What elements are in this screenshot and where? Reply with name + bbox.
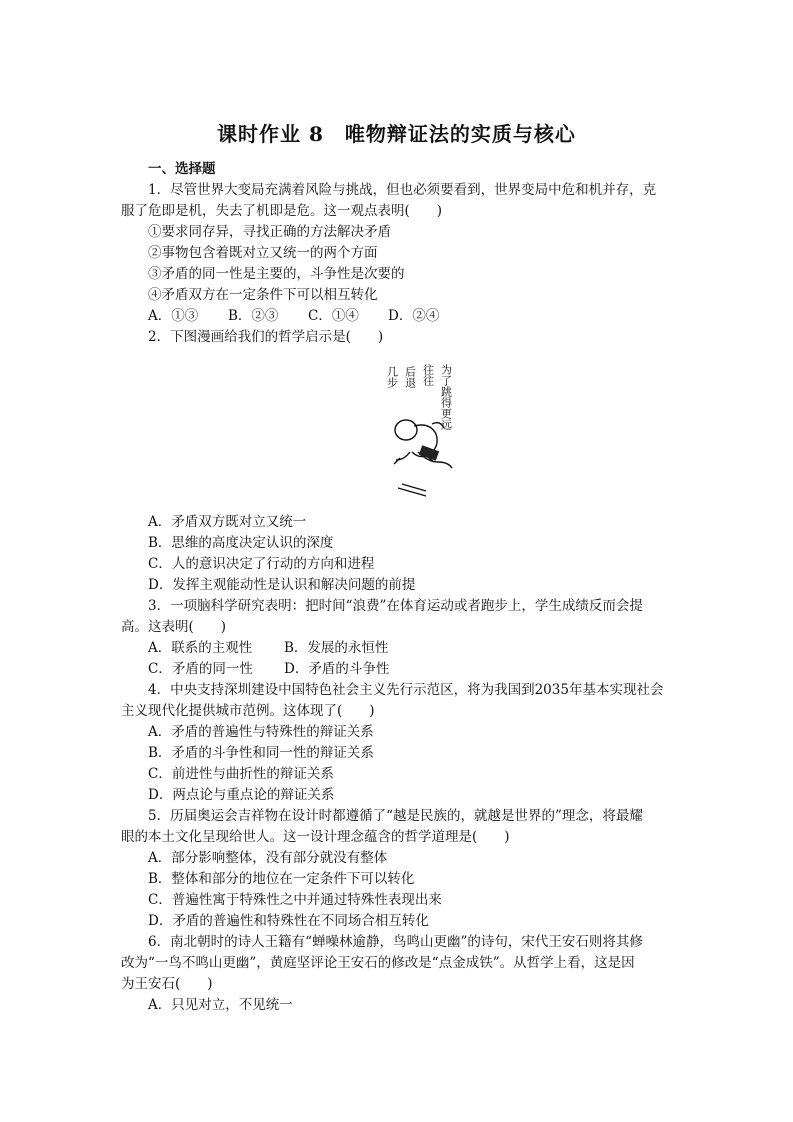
q1-item: ②事物包含着既对立又统一的两个方面 — [148, 245, 378, 261]
cartoon-text-col4: 几步 — [385, 366, 399, 388]
q1-option: D．②④ — [388, 308, 440, 324]
q5-option: B．整体和部分的地位在一定条件下可以转化 — [148, 871, 415, 887]
q3-option: B．发展的永恒性 — [284, 640, 389, 656]
cartoon-figure — [394, 420, 452, 496]
q2-option: A．矛盾双方既对立又统一 — [148, 514, 307, 530]
cartoon-text-col1: 为了跳得更远 — [439, 364, 453, 430]
q5-option: A．部分影响整体，没有部分就没有整体 — [148, 850, 388, 866]
q1-stem-line1: 1．尽管世界大变局充满着风险与挑战，但也必须要看到，世界变局中危和机并存，克 — [148, 182, 657, 198]
q3-stem-line2: 高。这表明( ) — [121, 619, 227, 635]
q4-option: A．矛盾的普遍性与特殊性的辩证关系 — [148, 724, 374, 740]
q1-option: B．②③ — [228, 308, 279, 324]
cartoon-text-col3: 后退 — [403, 366, 417, 388]
q1-option: C．①④ — [308, 308, 359, 324]
q5-option: D．矛盾的普遍性和特殊性在不同场合相互转化 — [148, 913, 429, 929]
q6-option: A．只见对立，不见统一 — [148, 997, 293, 1013]
q3-option: D．矛盾的斗争性 — [284, 661, 390, 677]
q2-option: D．发挥主观能动性是认识和解决问题的前提 — [148, 577, 416, 593]
cartoon-illustration — [358, 352, 468, 502]
q2-option: B．思维的高度决定认识的深度 — [148, 535, 334, 551]
q2-option: C．人的意识决定了行动的方向和进程 — [148, 556, 375, 572]
q4-option: C．前进性与曲折性的辩证关系 — [148, 766, 334, 782]
q5-stem-line1: 5．历届奥运会吉祥物在设计时都遵循了“越是民族的，就越是世界的”理念，将最耀 — [148, 808, 643, 824]
q5-option: C．普遍性寓于特殊性之中并通过特殊性表现出来 — [148, 892, 442, 908]
q1-stem-line2: 服了危即是机，失去了机即是危。这一观点表明( ) — [121, 203, 443, 219]
q6-stem-line3: 为王安石( ) — [121, 976, 213, 992]
q4-stem-line1: 4．中央支持深圳建设中国特色社会主义先行示范区，将为我国到2035年基本实现社会 — [148, 682, 664, 698]
q3-option: C．矛盾的同一性 — [148, 661, 253, 677]
q1-item: ③矛盾的同一性是主要的，斗争性是次要的 — [148, 266, 405, 282]
q2-stem-line1: 2．下图漫画给我们的哲学启示是( ) — [148, 329, 384, 345]
page-title: 课时作业 8 唯物辩证法的实质与核心 — [217, 122, 576, 146]
q5-stem-line2: 眼的本土文化呈现给世人。这一设计理念蕴含的哲学道理是( ) — [121, 829, 510, 845]
cartoon-text-col2: 往往 — [421, 364, 435, 386]
q4-option: B．矛盾的斗争性和同一性的辩证关系 — [148, 745, 374, 761]
q1-item: ④矛盾双方在一定条件下可以相互转化 — [148, 287, 378, 303]
q3-stem-line1: 3．一项脑科学研究表明：把时间“浪费”在体育运动或者跑步上，学生成绩反而会提 — [148, 598, 643, 614]
q4-option: D．两点论与重点论的辩证关系 — [148, 787, 335, 803]
section-heading: 一、选择题 — [148, 161, 216, 177]
q3-option: A．联系的主观性 — [148, 640, 253, 656]
q6-stem-line2: 改为“一鸟不鸣山更幽”，黄庭坚评论王安石的修改是“点金成铁”。从哲学上看，这是因 — [121, 955, 635, 971]
q1-item: ①要求同存异，寻找正确的方法解决矛盾 — [148, 224, 391, 240]
q1-option: A．①③ — [148, 308, 199, 324]
q6-stem-line1: 6．南北朝时的诗人王籍有“蝉噪林逾静，鸟鸣山更幽”的诗句，宋代王安石则将其修 — [148, 934, 643, 950]
q4-stem-line2: 主义现代化提供城市范例。这体现了( ) — [121, 703, 375, 719]
